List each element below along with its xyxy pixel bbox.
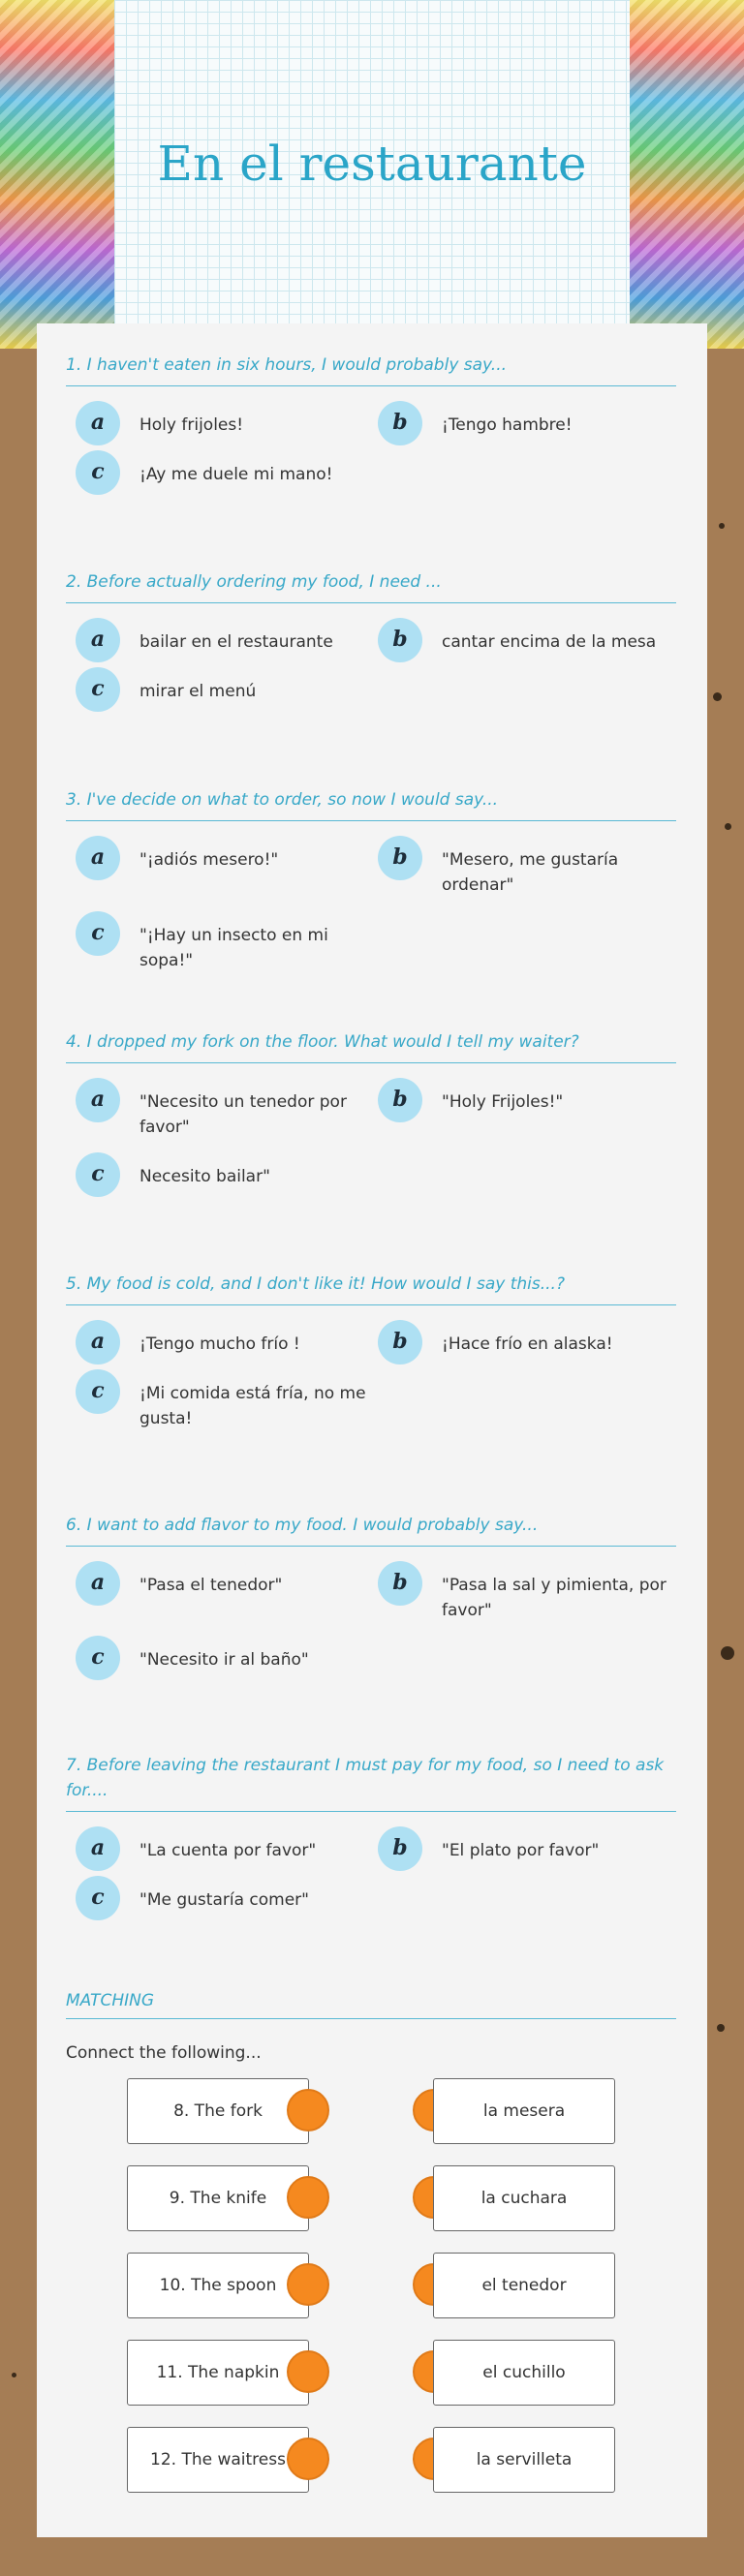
question-7 (66, 1753, 676, 1910)
question-4 (66, 1029, 676, 1186)
right-zigzag-pattern (630, 0, 744, 349)
option-letter-b: b (378, 1320, 422, 1365)
match-left-dot[interactable] (287, 2089, 329, 2131)
option-text: "Pasa la sal y pimienta, por favor" (442, 1576, 666, 1620)
match-right-item: la mesera (433, 2078, 615, 2144)
option-letter-b: b (378, 1826, 422, 1871)
speckle (713, 692, 722, 701)
option-text: "Mesero, me gustaría ordenar" (442, 850, 619, 895)
question-title: 7. Before leaving the restaurant I must pay for my food, so I need to ask for.... (66, 1753, 676, 1812)
option-letter-a: a (76, 1320, 120, 1365)
option-text: "Necesito un tenedor por favor" (140, 1092, 347, 1137)
option-letter-a: a (76, 401, 120, 445)
speckle (12, 2373, 16, 2377)
question-title: 5. My food is cold, and I don't like it! How would I say this...? (66, 1272, 676, 1305)
speckle (717, 2024, 725, 2032)
match-left-item: 8. The fork (127, 2078, 309, 2144)
option-text: mirar el menú (140, 682, 257, 701)
option-text: "Holy Frijoles!" (442, 1092, 564, 1112)
option-text: ¡Ay me duele mi mano! (140, 465, 333, 484)
match-left-dot[interactable] (287, 2176, 329, 2219)
match-right-item: la servilleta (433, 2427, 615, 2493)
option-letter-a: a (76, 1561, 120, 1606)
option-letter-b: b (378, 618, 422, 662)
option-text: ¡Tengo hambre! (442, 415, 573, 435)
option-text: bailar en el restaurante (140, 632, 333, 652)
option-letter-c: c (76, 1369, 120, 1414)
option-letter-c: c (76, 450, 120, 495)
option-letter-a: a (76, 1078, 120, 1122)
match-left-item: 10. The spoon (127, 2253, 309, 2318)
option-text: "Pasa el tenedor" (140, 1576, 283, 1595)
speckle (719, 523, 725, 529)
option-letter-b: b (378, 836, 422, 880)
option-letter-a: a (76, 1826, 120, 1871)
option-text: ¡Mi comida está fría, no me gusta! (140, 1384, 366, 1428)
question-3 (66, 787, 676, 970)
option-text: "La cuenta por favor" (140, 1841, 317, 1860)
option-letter-c: c (76, 1636, 120, 1680)
question-title: 2. Before actually ordering my food, I need ... (66, 569, 676, 603)
option-text: "Me gustaría comer" (140, 1890, 309, 1910)
option-letter-b: b (378, 1078, 422, 1122)
option-text: "¡Hay un insecto en mi sopa!" (140, 926, 328, 970)
question-2 (66, 569, 676, 701)
option-letter-b: b (378, 401, 422, 445)
option-letter-c: c (76, 911, 120, 956)
question-5 (66, 1272, 676, 1428)
matching-title: MATCHING (66, 1991, 676, 2019)
question-title: 4. I dropped my fork on the floor. What would I tell my waiter? (66, 1029, 676, 1063)
question-6 (66, 1513, 676, 1670)
matching-instruction: Connect the following... (66, 2043, 262, 2063)
match-right-item: el tenedor (433, 2253, 615, 2318)
option-text: ¡Hace frío en alaska! (442, 1334, 613, 1354)
match-left-dot[interactable] (287, 2263, 329, 2306)
option-text: "Necesito ir al baño" (140, 1650, 309, 1670)
worksheet-card (37, 323, 707, 2537)
match-left-item: 9. The knife (127, 2165, 309, 2231)
left-zigzag-pattern (0, 0, 114, 349)
option-letter-c: c (76, 1876, 120, 1920)
option-text: ¡Tengo mucho frío ! (140, 1334, 300, 1354)
option-text: Necesito bailar" (140, 1167, 270, 1186)
match-right-item: el cuchillo (433, 2340, 615, 2406)
match-right-item: la cuchara (433, 2165, 615, 2231)
page-title: En el restaurante (157, 136, 587, 192)
match-left-item: 11. The napkin (127, 2340, 309, 2406)
match-left-dot[interactable] (287, 2350, 329, 2393)
speckle (721, 1646, 734, 1660)
option-letter-c: c (76, 1152, 120, 1197)
option-letter-b: b (378, 1561, 422, 1606)
option-letter-a: a (76, 618, 120, 662)
option-text: "¡adiós mesero!" (140, 850, 279, 870)
question-title: 1. I haven't eaten in six hours, I would probably say... (66, 353, 676, 386)
option-text: "El plato por favor" (442, 1841, 600, 1860)
option-text: Holy frijoles! (140, 415, 244, 435)
option-text: cantar encima de la mesa (442, 632, 657, 652)
match-left-dot[interactable] (287, 2438, 329, 2480)
header-banner (0, 0, 744, 349)
speckle (725, 823, 731, 830)
question-title: 3. I've decide on what to order, so now I would say... (66, 787, 676, 821)
question-1 (66, 353, 676, 484)
question-title: 6. I want to add flavor to my food. I would probably say... (66, 1513, 676, 1547)
option-letter-c: c (76, 667, 120, 712)
option-letter-a: a (76, 836, 120, 880)
match-left-item: 12. The waitress (127, 2427, 309, 2493)
